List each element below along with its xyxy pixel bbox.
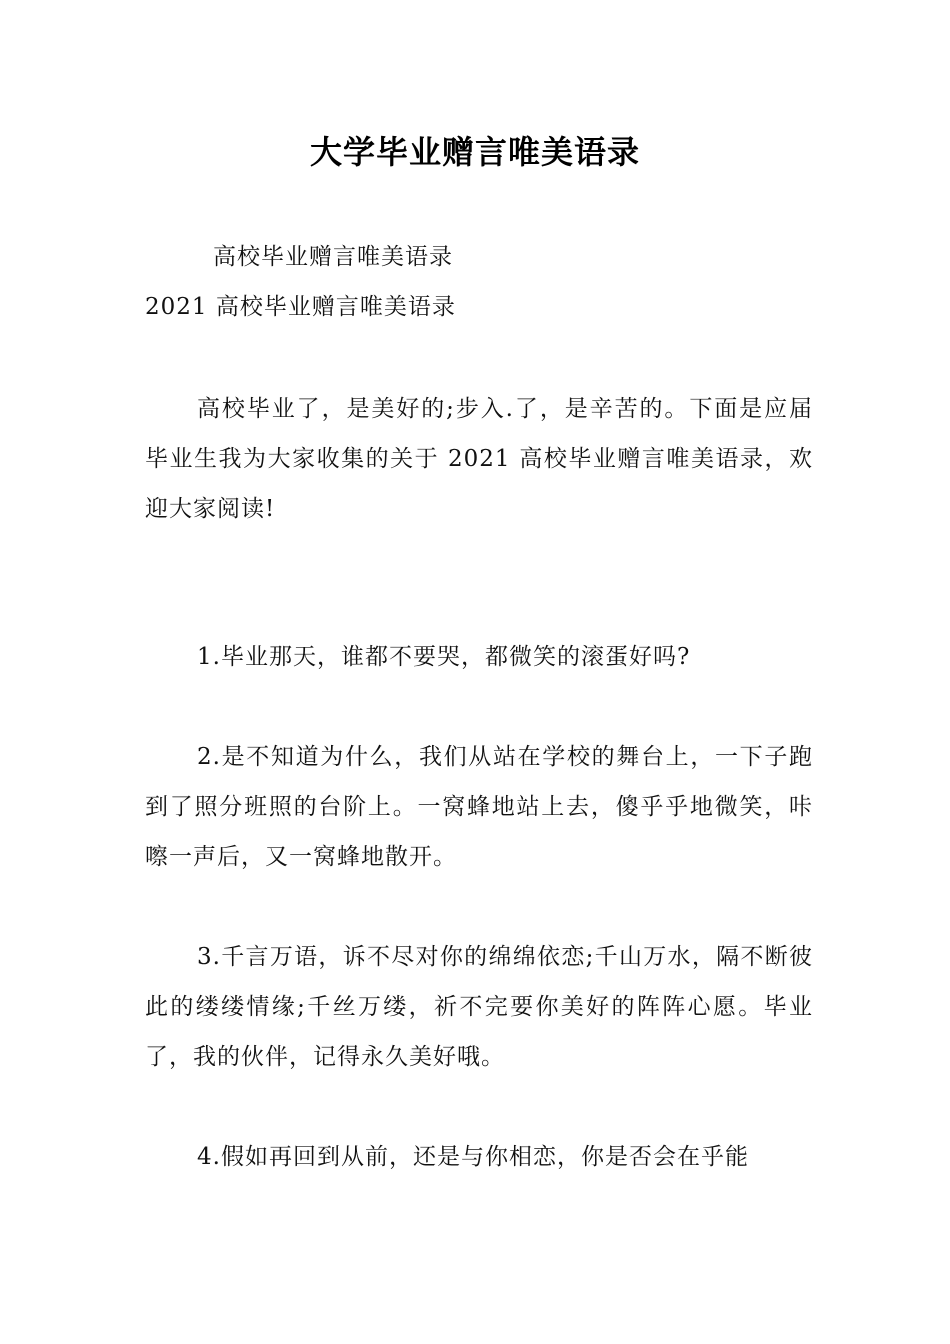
list-item: 3.千言万语，诉不尽对你的绵绵依恋;千山万水，隔不断彼此的缕缕情缘;千丝万缕，祈不完要你美好的阵阵心愿。毕业了，我的伙伴，记得永久美好哦。 — [145, 944, 813, 1070]
document-title: 大学毕业赠言唯美语录 — [309, 133, 640, 171]
list-item: 4.假如再回到从前，还是与你相恋，你是否会在乎能 — [197, 1144, 749, 1170]
intro-paragraph: 高校毕业了，是美好的;步入.了，是辛苦的。下面是应届毕业生我为大家收集的关于 2021 高校毕业赠言唯美语录，欢迎大家阅读! — [145, 396, 813, 522]
subtitle-line-2: 2021 高校毕业赠言唯美语录 — [145, 294, 456, 320]
subtitle-line-1: 高校毕业赠言唯美语录 — [213, 244, 453, 270]
list-item: 2.是不知道为什么，我们从站在学校的舞台上，一下子跑到了照分班照的台阶上。一窝蜂地站上去，傻乎乎地微笑，咔嚓一声后，又一窝蜂地散开。 — [145, 744, 813, 870]
list-item: 1.毕业那天，谁都不要哭，都微笑的滚蛋好吗? — [197, 644, 691, 670]
